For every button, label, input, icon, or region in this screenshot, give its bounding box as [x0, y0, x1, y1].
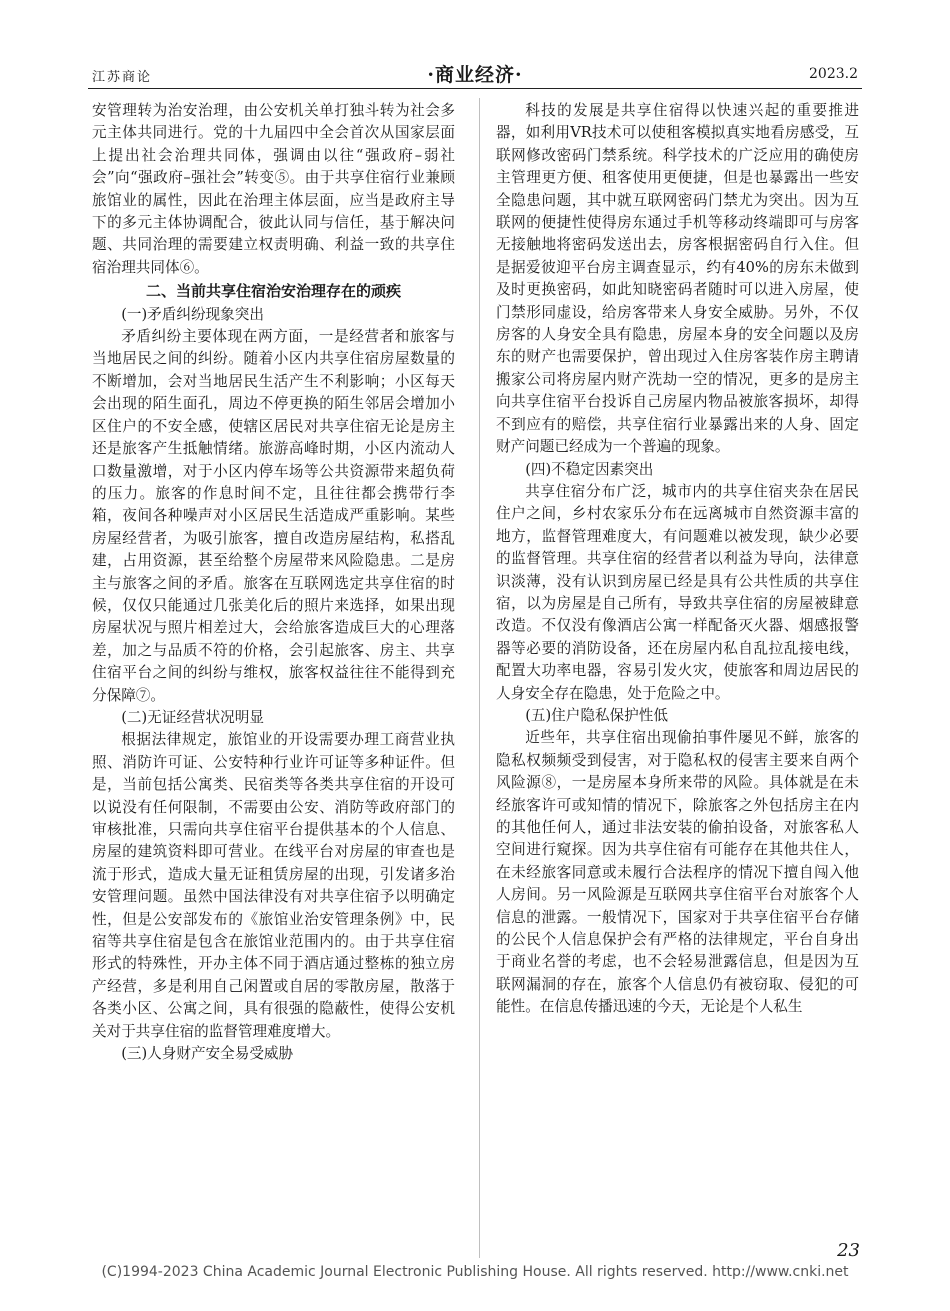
subsection-heading: (三)人身财产安全易受威胁: [121, 1045, 294, 1063]
left-column: [92, 100, 455, 1065]
paragraph: 科技的发展是共享住宿得以快速兴起的重要推进器，如利用VR技术可以使租客模拟真实地看房感受，互联网修改密码门禁系统。科学技术的广泛应用的确使房主管理更方便、租客使用更便捷，但是也暴露出一些安全隐患问题，其中就互联网密码门禁尤为突出。因为互联网的便捷性使得房东通过手机等移动终端即可与房客无接触地将密码发送出去，房客根据密码自行入住。但是据爱彼迎平台房主调查显示，约有40%的房东未做到及时更换密码，如此知晓密码者随时可以进入房屋，使门禁形同虚设，给房客带来人身安全威胁。另外，不仅房客的人身安全具有隐患，房屋本身的安全问题以及房东的财产也需要保护，曾出现过入住房客装作房主聘请搬家公司将房屋内财产洗劫一空的情况，更多的是房主向共享住宿平台投诉自己房屋内物品被旅客损坏，却得不到应有的赔偿，共享住宿行业暴露出来的人身、固定财产问题已经成为一个普遍的现象。: [496, 102, 859, 456]
subsection-heading: (一)矛盾纠纷现象突出: [121, 305, 264, 323]
paragraph: 根据法律规定，旅馆业的开设需要办理工商营业执照、消防许可证、公安特种行业许可证等多种证件。但是，当前包括公寓类、民宿类等各类共享住宿的开设可以说没有任何限制，不需要由公安、消防等政府部门的审核批准，只需向共享住宿平台提供基本的个人信息、房屋的建筑资料即可营业。在线平台对房屋的审查也是流于形式，造成大量无证租赁房屋的出现，引发诸多治安管理问题。虽然中国法律没有对共享住宿予以明确定性，但是公安部发布的《旅馆业治安管理条例》中，民宿等共享住宿是包含在旅馆业范围内的。由于共享住宿形式的特殊性，开办主体不同于酒店通过整栋的独立房产经营，多是利用自己闲置或自居的零散房屋，散落于各类小区、公寓之间，具有很强的隐蔽性，使得公安机关对于共享住宿的监督管理难度增大。: [92, 731, 455, 1040]
subsection-heading: (四)不稳定因素突出: [525, 460, 654, 478]
copyright-footer: (C)1994-2023 China Academic Journal Electronic Publishing House. All rights reserved. http://www.cnki.net: [101, 1264, 849, 1280]
subsection-heading: (五)住户隐私保护性低: [525, 706, 668, 724]
right-column: [496, 100, 859, 1019]
paragraph: 共享住宿分布广泛，城市内的共享住宿夹杂在居民住户之间，乡村农家乐分布在远离城市自然资源丰富的地方，监督管理难度大，有问题难以被发现，缺少必要的监督管理。共享住宿的经营者以利益为导向，法律意识淡薄，没有认识到房屋已经是具有公共性质的共享住宿，以为房屋是自己所有，导致共享住宿的房屋被肆意改造。不仅没有像酒店公寓一样配备灭火器、烟感报警器等必要的消防设备，还在房屋内私自乱拉乱接电线，配置大功率电器，容易引发火灾，使旅客和周边居民的人身安全存在隐患，处于危险之中。: [496, 482, 859, 702]
header-divider: [88, 88, 862, 89]
issue-number: 2023.2: [809, 66, 858, 82]
paragraph: 矛盾纠纷主要体现在两方面，一是经营者和旅客与当地居民之间的纠纷。随着小区内共享住宿房屋数量的不断增加，会对当地居民生活产生不利影响；小区每天会出现的陌生面孔，周边不停更换的陌生邻居会增加小区住户的不安全感，使辖区居民对共享住宿无论是房主还是旅客产生抵触情绪。旅游高峰时期，小区内流动人口数量激增，对于小区内停车场等公共资源带来超负荷的压力。旅客的作息时间不定，且往往都会携带行李箱，夜间各种噪声对小区居民生活造成严重影响。某些房屋经营者，为吸引旅客，擅自改造房屋结构，私搭乱建，占用资源，甚至给整个房屋带来风险隐患。二是房主与旅客之间的矛盾。旅客在互联网选定共享住宿的时候，仅仅只能通过几张美化后的照片来选择，如果出现房屋状况与照片相差过大，会给旅客造成巨大的心理落差，加之与品质不符的价格，会引起旅客、房主、共享住宿平台之间的纠纷与维权，旅客权益往往不能得到充分保障⑦。: [92, 328, 455, 704]
section-heading: 二、当前共享住宿治安治理存在的顽疾: [145, 282, 401, 301]
section-title: ·商业经济·: [427, 64, 523, 86]
subsection-heading: (二)无证经营状况明显: [121, 708, 264, 726]
page-number: 23: [837, 1240, 860, 1261]
page-header: [0, 0, 950, 100]
journal-name: 江苏商论: [92, 70, 153, 85]
paragraph: 近些年，共享住宿出现偷拍事件屡见不鲜，旅客的隐私权频频受到侵害，对于隐私权的侵害主要来自两个风险源⑧，一是房屋本身所来带的风险。具体就是在未经旅客许可或知情的情况下，除旅客之外包括房主在内的其他任何人，通过非法安装的偷拍设备，对旅客私人空间进行窥探。因为共享住宿有可能存在其他共住人，在未经旅客同意或未履行合法程序的情况下擅自闯入他人房间。另一风险源是互联网共享住宿平台对旅客个人信息的泄露。一般情况下，国家对于共享住宿平台存储的公民个人信息保护会有严格的法律规定，平台自身出于商业名誉的考虑，也不会轻易泄露信息，但是因为互联网漏洞的存在，旅客个人信息仍有被窃取、侵犯的可能性。在信息传播迅速的今天，无论是个人私生: [496, 729, 859, 1016]
column-divider: [479, 98, 480, 1258]
paragraph: 安管理转为治安治理，由公安机关单打独斗转为社会多元主体共同进行。党的十九届四中全会首次从国家层面上提出社会治理共同体，强调由以往“强政府–弱社会”向“强政府–强社会”转变⑤。由于共享住宿行业兼顾旅馆业的属性，因此在治理主体层面，应当是政府主导下的多元主体协调配合，彼此认同与信任，基于解决问题、共同治理的需要建立权责明确、利益一致的共享住宿治理共同体⑥。: [92, 102, 455, 276]
